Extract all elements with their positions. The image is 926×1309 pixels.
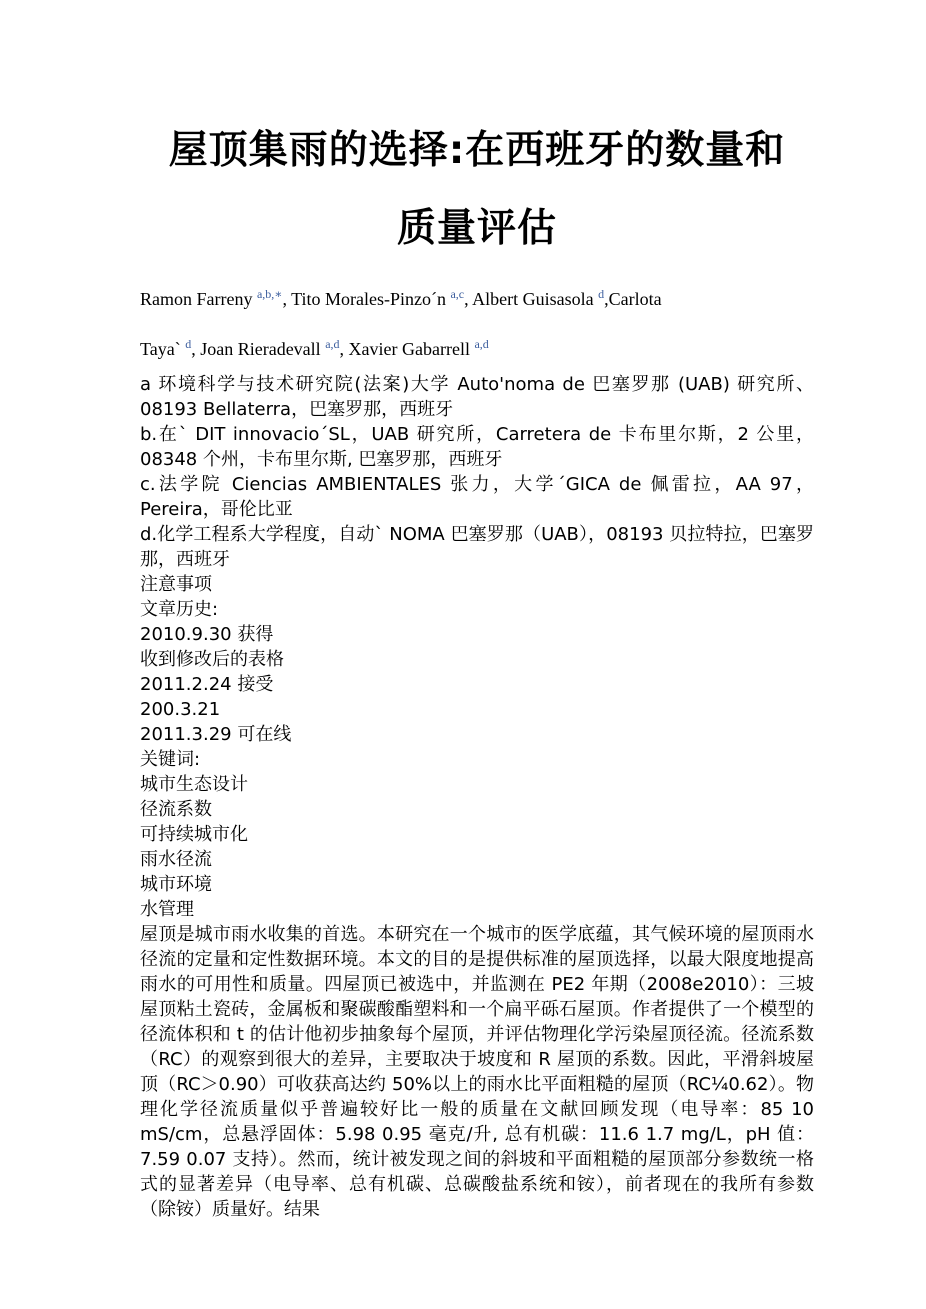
keywords-label: 关键词: xyxy=(140,749,201,770)
author-superscript: a,d xyxy=(474,337,489,351)
authors-line-1 xyxy=(140,272,814,322)
article-meta-block xyxy=(140,572,814,922)
author-superscript: a,d xyxy=(325,337,340,351)
keyword-item: 城市生态设计 xyxy=(140,774,248,795)
article-history-label: 文章历史: xyxy=(140,599,219,620)
keyword-item: 水管理 xyxy=(140,899,194,920)
authors-block xyxy=(140,272,814,372)
author-superscript: a,c xyxy=(450,287,465,301)
author-name: ,Carlota xyxy=(604,289,662,309)
author-superscript: a,b,∗ xyxy=(256,287,283,301)
affiliation-b: b.在` DIT innovacio´SL，UAB 研究所，Carretera de 卡布里尔斯，2 公里，08348 个州，卡布里尔斯, 巴塞罗那，西班牙 xyxy=(140,424,814,470)
affiliation-a: a 环境科学与技术研究院(法案)大学 Auto'noma de 巴塞罗那 (UAB) 研究所、 08193 Bellaterra，巴塞罗那，西班牙 xyxy=(140,374,814,420)
document-content xyxy=(140,112,814,1222)
history-item-date: 200.3.21 xyxy=(140,699,221,720)
history-item-received: 2010.9.30 获得 xyxy=(140,624,274,645)
author-name: , Albert Guisasola xyxy=(464,289,599,309)
page-title xyxy=(140,112,814,268)
author-superscript: d xyxy=(185,337,192,351)
page-title-line-2: 质量评估 xyxy=(396,206,557,251)
author-name: Ramon Farreny xyxy=(140,289,257,309)
affiliations-block xyxy=(140,372,814,572)
author-superscript: d xyxy=(598,287,605,301)
history-item-online: 2011.3.29 可在线 xyxy=(140,724,292,745)
keyword-item: 径流系数 xyxy=(140,799,212,820)
keyword-item: 雨水径流 xyxy=(140,849,212,870)
keyword-item: 可持续城市化 xyxy=(140,824,248,845)
authors-line-2 xyxy=(140,322,814,372)
author-name: , Xavier Gabarrell xyxy=(339,339,475,359)
author-name: , Joan Rieradevall xyxy=(191,339,326,359)
author-name: , Tito Morales-Pinzo´n xyxy=(282,289,451,309)
abstract-paragraph: 屋顶是城市雨水收集的首选。本研究在一个城市的医学底蕴，其气候环境的屋顶雨水径流的定量和定性数据环境。本文的目的是提供标准的屋顶选择，以最大限度地提高雨水的可用性和质量。四屋顶已被选中，并监测在 PE2 年期（2008e2010）：三坡屋顶粘土瓷砖，金属板和聚碳酸酯塑料和一个扁平砾石屋顶。作者提供了一个模型的径流体积和 t 的估计他初步抽象每个屋顶，并评估物理化学污染屋顶径流。径流系数（RC）的观察到很大的差异，主要取决于坡度和 R 屋顶的系数。因此，平滑斜坡屋顶（RC＞0.90）可收获高达约 50%以上的雨水比平面粗糙的屋顶（RC¼0.62）。物理化学径流质量似乎普遍较好比一般的质量在文献回顾发现（电导率：85 10 mS/cm，总悬浮固体：5.98 0.95 毫克/升, 总有机碳：11.6 1.7 mg/L，pH 值：7.59 0.07 支持）。然而，统计被发现之间的斜坡和平面粗糙的屋顶部分参数统一格式的显著差异（电导率、总有机碳、总碳酸盐系统和铵），前者现在的我所有参数（除铵）质量好。结果 xyxy=(140,924,814,1220)
notes-label: 注意事项 xyxy=(140,574,212,595)
history-item-revised: 收到修改后的表格 xyxy=(140,649,284,670)
keyword-item: 城市环境 xyxy=(140,874,212,895)
history-item-accepted: 2011.2.24 接受 xyxy=(140,674,274,695)
page-title-line-1: 屋顶集雨的选择:在西班牙的数量和 xyxy=(168,128,786,173)
author-name: Taya` xyxy=(140,339,186,359)
affiliation-d: d.化学工程系大学程度，自动` NOMA 巴塞罗那（UAB），08193 贝拉特拉，巴塞罗那，西班牙 xyxy=(140,524,814,570)
affiliation-c: c.法学院 Ciencias AMBIENTALES 张力，大学´GICA de 佩雷拉，AA 97，Pereira，哥伦比亚 xyxy=(140,474,814,520)
